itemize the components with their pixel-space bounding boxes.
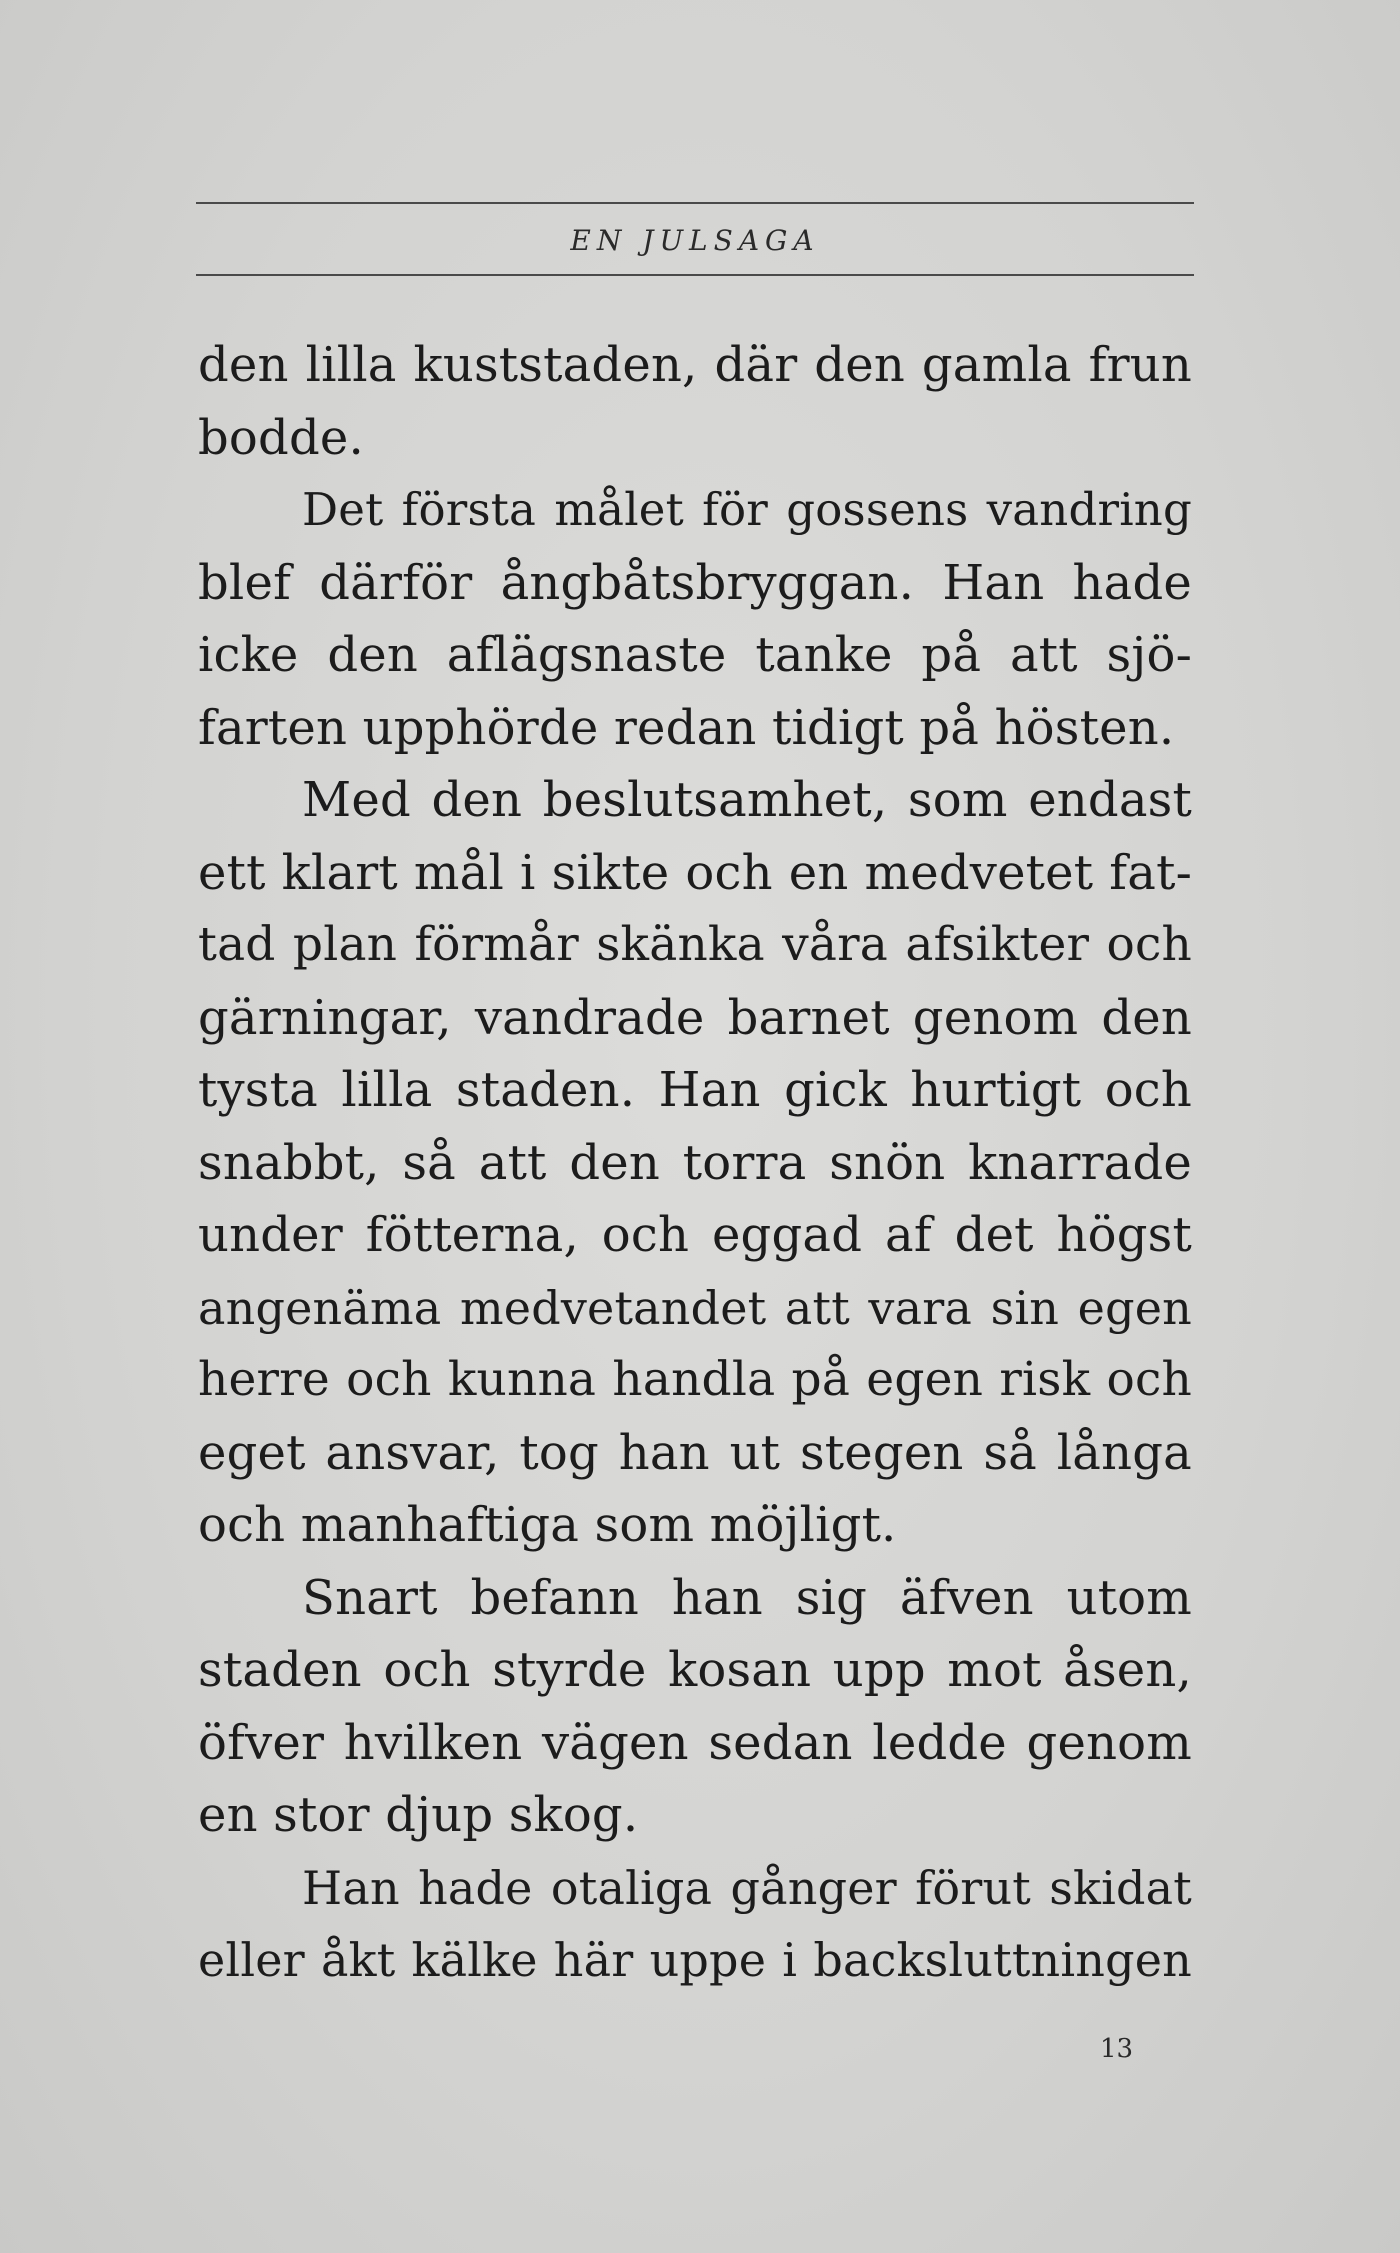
header-rule-top xyxy=(196,202,1194,204)
text-line: herre och kunna handla på egen risk och xyxy=(198,1352,1192,1407)
text-line: den lilla kuststaden, där den gamla frun xyxy=(198,337,1192,393)
text-line: farten upphörde redan tidigt på hösten. xyxy=(198,699,1175,756)
text-line: angenäma medvetandet att vara sin egen xyxy=(198,1280,1192,1335)
text-line: staden och styrde kosan upp mot åsen, xyxy=(198,1642,1192,1698)
text-line: snabbt, så att den torra snön knarrade xyxy=(198,1134,1192,1191)
text-line: Han hade otaliga gånger förut skidat xyxy=(302,1860,1192,1915)
body-text xyxy=(198,334,1192,2002)
text-line: eller åkt kälke här uppe i backsluttningen xyxy=(198,1933,1192,1987)
text-line: tysta lilla staden. Han gick hurtigt och xyxy=(198,1062,1192,1118)
header-rule-bottom xyxy=(196,274,1194,276)
text-line: Snart befann han sig äfven utom xyxy=(302,1569,1192,1626)
text-line: Det första målet för gossens vandring xyxy=(302,483,1192,536)
running-head: EN JULSAGA xyxy=(570,224,820,257)
text-line: en stor djup skog. xyxy=(198,1787,639,1843)
text-line: öfver hvilken vägen sedan ledde genom xyxy=(198,1714,1192,1771)
text-line: bodde. xyxy=(198,409,364,466)
text-line: icke den aflägsnaste tanke på att sjö- xyxy=(198,627,1192,683)
text-line: ett klart mål i sikte och en medvetet fat- xyxy=(198,844,1192,901)
page-number: 13 xyxy=(1100,2034,1134,2064)
text-line: tad plan förmår skänka våra afsikter och xyxy=(198,917,1192,972)
text-line: eget ansvar, tog han ut stegen så långa xyxy=(198,1424,1192,1481)
text-line: gärningar, vandrade barnet genom den xyxy=(198,989,1192,1046)
text-line: Med den beslutsamhet, som endast xyxy=(302,772,1192,828)
text-line: blef därför ångbåtsbryggan. Han hade xyxy=(198,554,1192,611)
text-line: och manhaftiga som möjligt. xyxy=(198,1497,897,1553)
text-line: under fötterna, och eggad af det högst xyxy=(198,1207,1192,1263)
